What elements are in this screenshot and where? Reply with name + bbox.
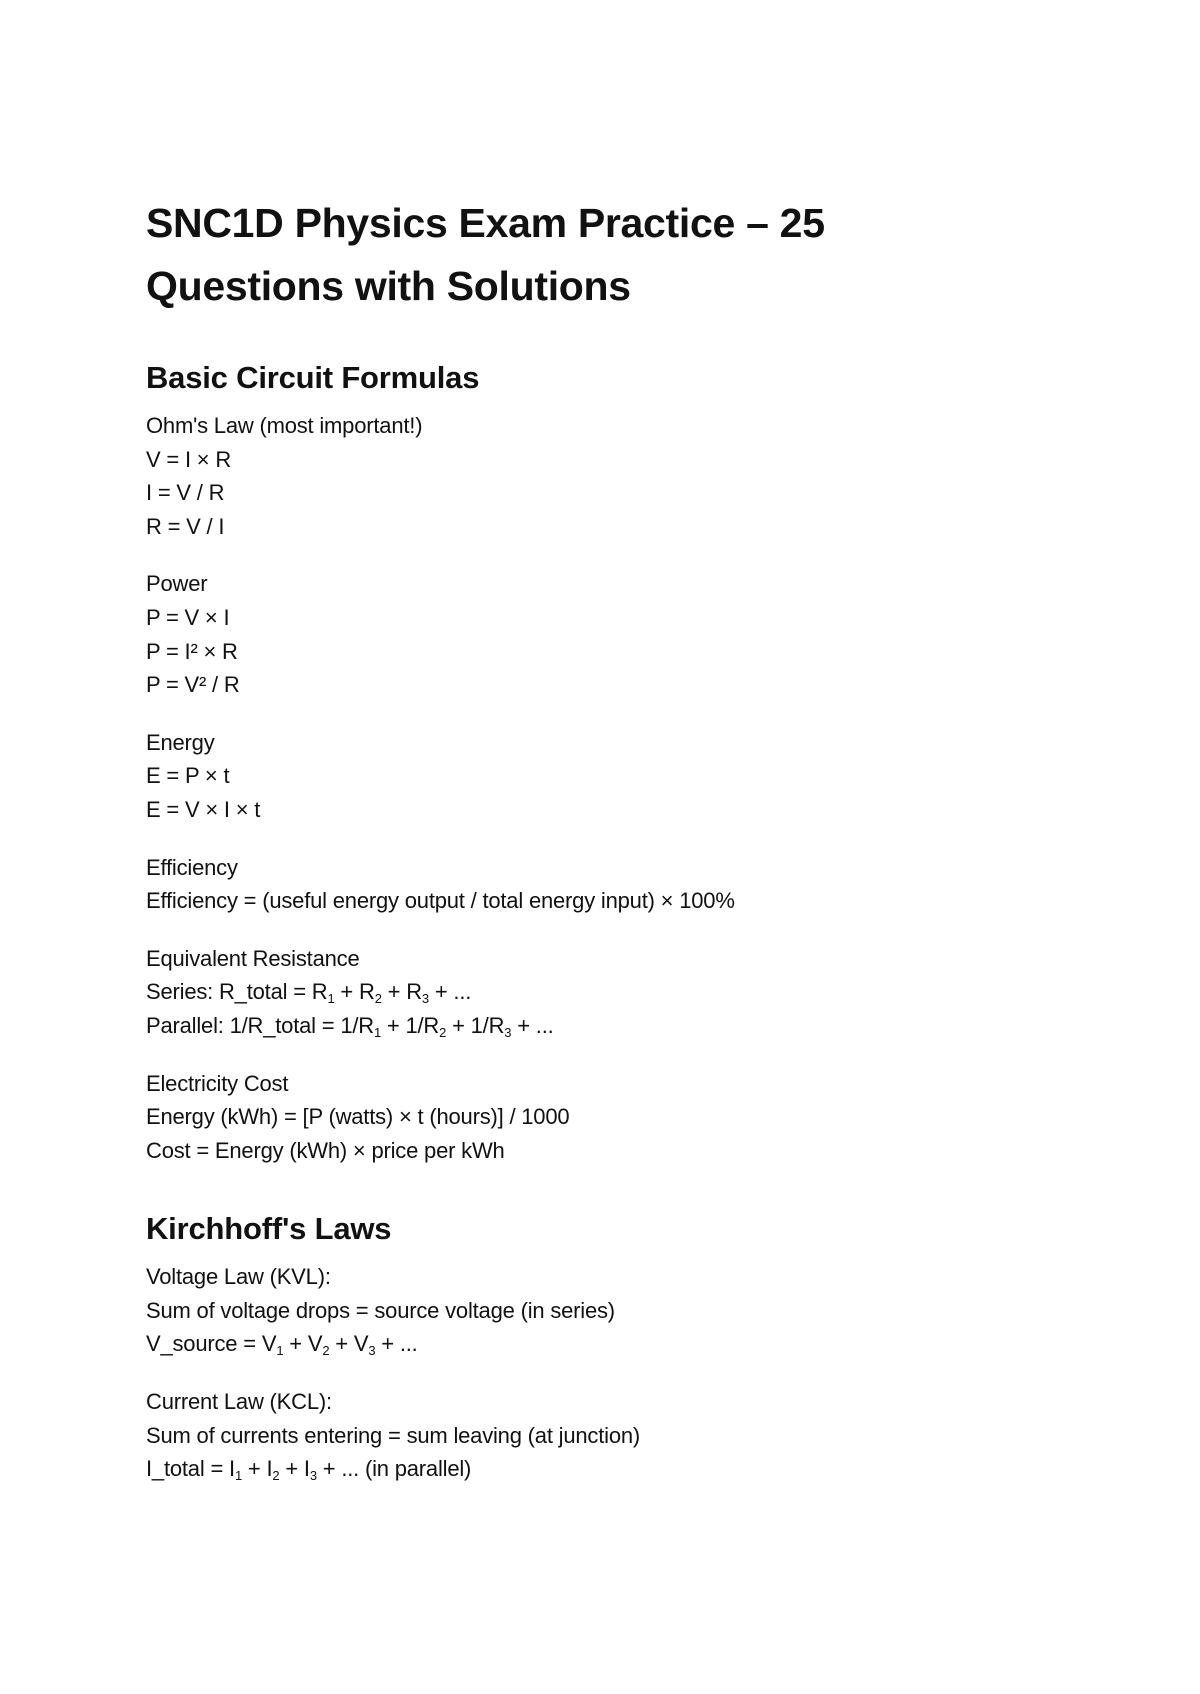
ellipsis: + ...	[511, 1012, 554, 1038]
kvl-prefix: V_source =	[146, 1331, 262, 1357]
ohms-law-label: Ohm's Law (most important!)	[146, 413, 423, 438]
formula-line: P = V² / R	[146, 672, 240, 698]
subscript: 2	[374, 991, 382, 1007]
subscript: 1	[276, 1343, 284, 1359]
i-symbol: I	[303, 1456, 310, 1482]
plus-sign: +	[334, 979, 359, 1005]
plus-sign: +	[283, 1331, 308, 1357]
equivalent-resistance-label: Equivalent Resistance	[146, 945, 360, 971]
electricity-cost-label: Electricity Cost	[146, 1070, 289, 1096]
kcl-group	[146, 1385, 1086, 1486]
energy-kwh-formula: Energy (kWh) = [P (watts) × t (hours)] / 1000	[146, 1104, 570, 1130]
subscript: 1	[327, 991, 335, 1007]
kirchhoff-heading: Kirchhoff's Laws	[146, 1211, 392, 1247]
series-formula	[146, 975, 1086, 1009]
subscript: 2	[272, 1468, 280, 1484]
efficiency-formula: Efficiency = (useful energy output / total energy input) × 100%	[146, 888, 735, 914]
efficiency-label: Efficiency	[146, 854, 238, 880]
electricity-cost-group	[146, 1067, 1086, 1168]
subscript: 2	[439, 1024, 447, 1040]
one-over-r: 1/R	[405, 1012, 440, 1038]
formula-line: P = V × I	[146, 604, 230, 630]
kvl-formula	[146, 1327, 1086, 1361]
kcl-suffix: + ... (in parallel)	[316, 1456, 472, 1482]
cost-formula: Cost = Energy (kWh) × price per kWh	[146, 1137, 505, 1163]
plus-sign: +	[329, 1331, 354, 1357]
ellipsis: + ...	[375, 1331, 418, 1357]
plus-sign: +	[446, 1012, 471, 1038]
formula-line: R = V / I	[146, 513, 225, 539]
subscript: 3	[368, 1343, 376, 1359]
parallel-formula	[146, 1009, 1086, 1043]
formula-line: P = I² × R	[146, 638, 238, 664]
power-label: Power	[146, 571, 208, 597]
kcl-formula	[146, 1452, 1086, 1486]
i-symbol: I	[266, 1456, 273, 1482]
one-over-r: 1/R	[340, 1012, 374, 1038]
document-title	[146, 192, 1086, 318]
energy-label: Energy	[146, 729, 215, 755]
v-symbol: V	[307, 1331, 323, 1357]
ohms-law-group	[146, 409, 1086, 543]
v-symbol: V	[261, 1331, 277, 1357]
kcl-statement: Sum of currents entering = sum leaving (at junction)	[146, 1422, 641, 1448]
formula-line: E = V × I × t	[146, 796, 261, 822]
plus-sign: +	[279, 1456, 304, 1482]
ellipsis: + ...	[428, 979, 472, 1005]
r-symbol: R	[358, 979, 375, 1005]
subscript: 3	[309, 1468, 317, 1484]
parallel-prefix: Parallel: 1/R_total =	[146, 1012, 341, 1038]
r-symbol: R	[311, 979, 328, 1005]
kvl-group	[146, 1260, 1086, 1361]
plus-sign: +	[381, 979, 407, 1005]
subscript: 3	[504, 1024, 512, 1040]
plus-sign: +	[381, 1012, 406, 1038]
kvl-statement: Sum of voltage drops = source voltage (in series)	[146, 1297, 615, 1323]
kcl-label: Current Law (KCL):	[146, 1389, 332, 1415]
subscript: 3	[421, 991, 429, 1007]
formula-line: V = I × R	[146, 446, 232, 472]
formula-line: I = V / R	[146, 480, 225, 506]
series-prefix: Series: R_total =	[146, 979, 312, 1005]
subscript: 2	[322, 1343, 330, 1359]
title-line-2: Questions with Solutions	[146, 263, 631, 309]
plus-sign: +	[241, 1456, 267, 1482]
subscript: 1	[373, 1024, 381, 1040]
efficiency-group	[146, 851, 1086, 918]
equivalent-resistance-group	[146, 942, 1086, 1043]
one-over-r: 1/R	[470, 1012, 505, 1038]
basic-circuit-section	[146, 358, 1086, 1167]
kvl-label: Voltage Law (KVL):	[146, 1264, 331, 1290]
kcl-prefix: I_total =	[146, 1456, 230, 1482]
basic-circuit-heading: Basic Circuit Formulas	[146, 360, 480, 395]
energy-group	[146, 726, 1086, 827]
title-line-1: SNC1D Physics Exam Practice – 25	[146, 200, 825, 246]
formula-line: E = P × t	[146, 763, 230, 789]
i-symbol: I	[229, 1456, 235, 1482]
subscript: 1	[234, 1468, 242, 1484]
r-symbol: R	[406, 979, 422, 1005]
power-group	[146, 567, 1086, 701]
v-symbol: V	[353, 1331, 369, 1357]
document-page	[146, 192, 1086, 1486]
kirchhoff-section	[146, 1209, 1086, 1486]
